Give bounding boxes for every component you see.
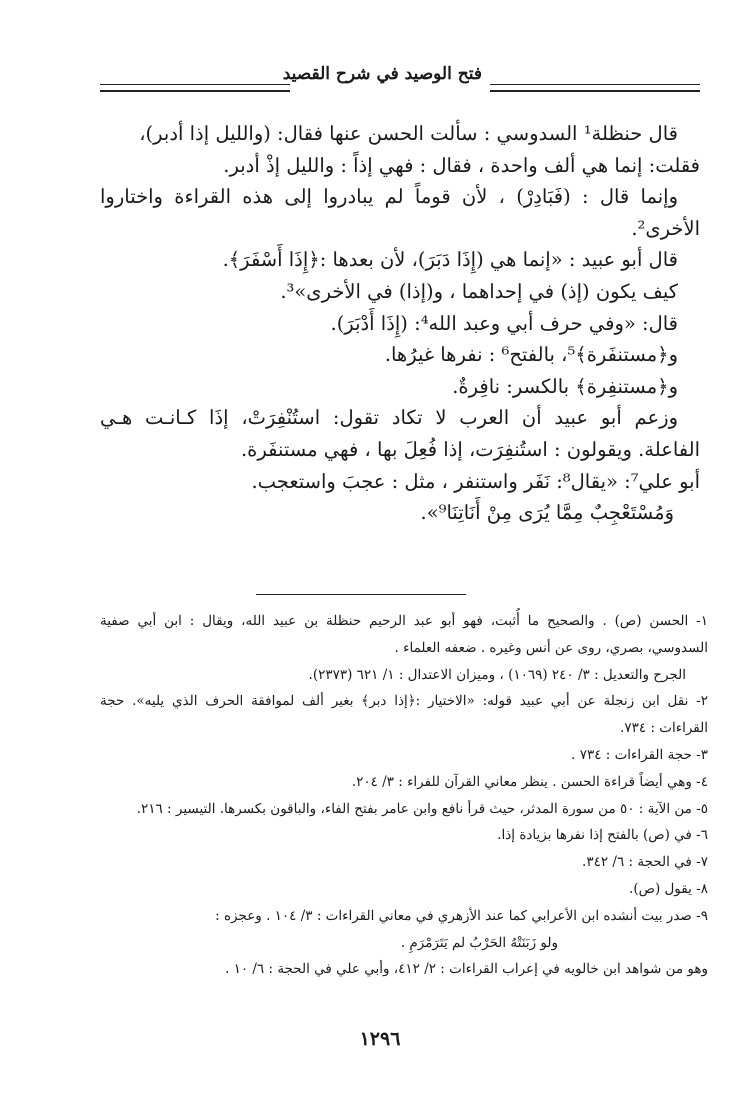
footnote-line: ١- الحسن (ص) . والصحيح ما أُثبت، فهو أبو عبد الرحيم حنظلة بن عبيد الله، ويقال : ابن أبي صفية [100,613,708,629]
body-line: و﴿مستنفِرة﴾ بالكسر: نافِرةٌ. [452,374,678,398]
footnote-line: وهو من شواهد ابن خالويه في إعراب القراءات : ٢/ ٤١٢، وأبي علي في الحجة : ٦/ ١٠ . [224,961,708,978]
footnote-line: ٩- صدر بيت أنشده ابن الأعرابي كما عند الأزهري في معاني القراءات : ٣/ ١٠٤ . وعجزه : [215,907,708,924]
footnote-line: ٦- في (ص) بالفتح إذا نفرها بزيادة إذا. [497,827,708,844]
header-title: فتح الوصيد في شرح القصيد [282,64,482,84]
header-rule-right [490,84,700,92]
body-line: فقلت: إنما هي ألف واحدة ، فقال : فهي إذاً : والليل إذْ أدبر. [223,153,700,177]
footnote-line: ٥- من الآية : ٥٠ من سورة المدثر، حيث قرأ نافع وابن عامر بفتح الفاء، والباقون بكسرها. التيسير : ٢١٦. [136,800,708,817]
footnote-line: ٧- في الحجة : ٦/ ٣٤٢. [582,854,708,871]
footnote-verse: ولو زَبَنَتْهُ الحَرْبُ لم يَتَرَمْرَمِ . [400,934,558,951]
footnotes [100,608,708,983]
footnote-line: السدوسي، بصري، روى عن أنس وغيره . ضعفه العلماء . [394,639,708,656]
footnote-line: الجرح والتعديل : ٣/ ٢٤٠ (١٠٦٩) ، وميزان الاعتدال : ١/ ٦٢١ (٢٣٧٣). [308,666,686,683]
body-line: قال حنظلة¹ السدوسي : سألت الحسن عنها فقال: (والليل إذا أدبر)، [139,122,678,145]
footnote-line: القراءات : ٧٣٤. [620,720,708,737]
body-line: كيف يكون (إذ) في إحداهما ، و(إذا) في الأخرى»³. [280,279,678,303]
main-text [100,118,700,529]
header-rule-left [100,84,290,92]
body-line: و﴿مستنفَرة﴾⁵، بالفتح⁶ : نفرها غيرُها. [384,343,678,367]
footnote-separator [256,594,466,595]
footnote-line: ٨- يقول (ص). [629,880,708,897]
body-line: قال: «وفي حرف أبي وعبد الله⁴: (إِذَا أَدْبَرَ). [330,311,678,335]
verse-line: وَمُسْتَعْجِبٌ مِمَّا يُرَى مِنْ أَنَاتِنَا⁹». [420,501,674,525]
page-number: ١٢٩٦ [359,1028,401,1050]
footnote-line: ٢- نقل ابن زنجلة عن أبي عبيد قوله: «الاختيار :﴿إذا دبر﴾ بغير ألف لموافقة الحرف الذي يليه». حجة [100,693,708,710]
body-line: أبو علي⁷: «يقال⁸: نَفَر واستنفر ، مثل : عجبَ واستعجب. [251,469,700,493]
body-line: وزعم أبو عبيد أن العرب لا تكاد تقول: استُنْفِرَتْ، إذَا كـانـت هـي [100,406,678,430]
footnote-line: ٣- حجة القراءات : ٧٣٤ . [571,746,708,763]
body-line: الأخرى². [631,216,700,240]
body-line: الفاعلة. ويقولون : استُنفِرَت، إذا فُعِلَ بها ، فهي مستنفَرة. [240,437,700,461]
body-line: قال أبو عبيد : «إنما هي (إِذَا دَبَرَ)، لأن بعدها :﴿إِذَا أَسْفَرَ﴾. [222,248,678,272]
footnote-line: ٤- وهي أيضاً قراءة الحسن . ينظر معاني القرآن للفراء : ٣/ ٢٠٤. [351,773,708,790]
body-line: وإنما قال : (فَبَادِرْ) ، لأن قوماً لم يبادروا إلى هذه القراءة واختاروا [100,185,678,209]
running-header [100,62,700,96]
